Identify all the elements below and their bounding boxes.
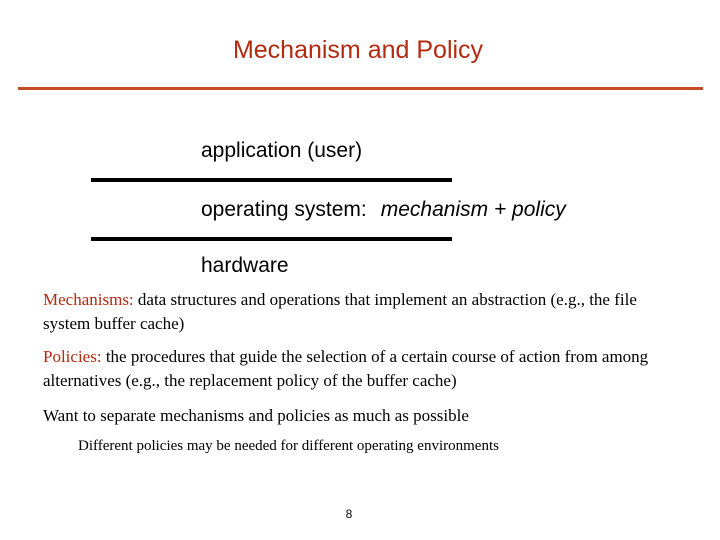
separation-sub-point: Different policies may be needed for different operating environments [78, 438, 499, 454]
policies-term: Policies: [43, 347, 102, 366]
layer-divider-bottom [91, 237, 452, 241]
layer-divider-top [91, 178, 452, 182]
page-number: 8 [345, 507, 353, 521]
title-underline [18, 87, 703, 90]
os-layer-label [201, 198, 566, 222]
os-layer-prefix: operating system: [201, 198, 367, 221]
mechanisms-definition [43, 288, 673, 336]
mechanisms-text: data structures and operations that implement an abstraction (e.g., the file system buffer cache) [43, 290, 637, 333]
separation-statement: Want to separate mechanisms and policies as much as possible [43, 406, 469, 425]
mechanisms-term: Mechanisms: [43, 290, 134, 309]
hardware-layer-label: hardware [201, 254, 289, 277]
os-layer-emphasis: mechanism + policy [380, 198, 566, 221]
policies-text: the procedures that guide the selection of a certain course of action from among alternatives (e.g., the replacement policy of the buffer cache) [43, 347, 649, 390]
application-layer-label: application (user) [201, 139, 363, 162]
policies-definition [43, 345, 673, 393]
slide-title: Mechanism and Policy [232, 36, 484, 64]
